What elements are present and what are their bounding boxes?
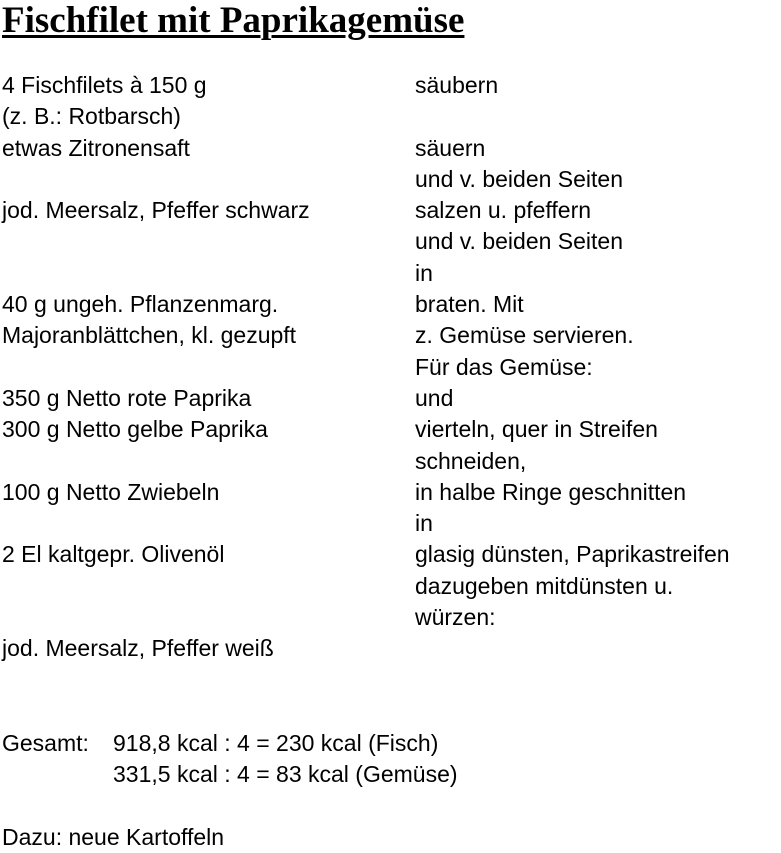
recipe-row xyxy=(2,258,781,289)
recipe-row xyxy=(2,508,781,539)
recipe-row xyxy=(2,539,781,570)
instruction-text: würzen: xyxy=(415,604,496,631)
ingredient-text: 100 g Netto Zwiebeln xyxy=(2,478,220,505)
instruction-text: in xyxy=(415,510,433,537)
instruction-text: glasig dünsten, Paprikastreifen xyxy=(415,541,730,568)
recipe-row xyxy=(2,195,781,226)
instruction-text: säuern xyxy=(415,134,486,161)
ingredient-text: 40 g ungeh. Pflanzenmarg. xyxy=(2,291,279,318)
calorie-line-vegetables xyxy=(2,759,781,790)
recipe-row xyxy=(2,101,781,132)
instruction-text: z. Gemüse servieren. xyxy=(415,322,634,349)
recipe-row xyxy=(2,633,781,664)
ingredient-text: jod. Meersalz, Pfeffer weiß xyxy=(2,635,274,662)
instruction-text: und v. beiden Seiten xyxy=(415,228,624,255)
recipe-steps-table xyxy=(2,70,781,665)
serving-suggestion: Dazu: neue Kartoffeln xyxy=(2,824,225,850)
totals-label: Gesamt: xyxy=(2,730,89,756)
instruction-text: säubern xyxy=(415,72,499,98)
recipe-row xyxy=(2,289,781,320)
recipe-row xyxy=(2,571,781,602)
instruction-text: salzen u. pfeffern xyxy=(415,197,592,224)
recipe-row xyxy=(2,164,781,195)
recipe-row xyxy=(2,383,781,414)
calorie-line-fish xyxy=(2,728,781,759)
ingredient-text: 4 Fischfilets à 150 g xyxy=(2,72,207,98)
recipe-title: Fischfilet mit Paprikagemüse xyxy=(2,0,465,41)
instruction-text: und xyxy=(415,384,454,411)
instruction-text: in xyxy=(415,259,433,286)
recipe-row xyxy=(2,414,781,445)
fish-calories: 918,8 kcal : 4 = 230 kcal (Fisch) xyxy=(113,730,439,756)
ingredient-text: Majoranblättchen, kl. gezupft xyxy=(2,322,297,349)
ingredient-text: 350 g Netto rote Paprika xyxy=(2,384,252,411)
ingredient-text: 2 El kaltgepr. Olivenöl xyxy=(2,541,225,568)
instruction-text: braten. Mit xyxy=(415,291,524,318)
ingredient-text: (z. B.: Rotbarsch) xyxy=(2,103,181,130)
calorie-totals xyxy=(2,728,781,792)
recipe-row xyxy=(2,133,781,164)
recipe-row xyxy=(2,70,781,101)
instruction-text: schneiden, xyxy=(415,447,527,474)
recipe-row xyxy=(2,320,781,351)
instruction-text: und v. beiden Seiten xyxy=(415,165,624,192)
vegetable-calories: 331,5 kcal : 4 = 83 kcal (Gemüse) xyxy=(113,761,458,788)
recipe-row xyxy=(2,226,781,257)
instruction-text: vierteln, quer in Streifen xyxy=(415,416,658,443)
ingredient-text: etwas Zitronensaft xyxy=(2,134,190,161)
instruction-text: in halbe Ringe geschnitten xyxy=(415,478,687,505)
recipe-row xyxy=(2,602,781,633)
recipe-row xyxy=(2,477,781,508)
instruction-text: Für das Gemüse: xyxy=(415,353,593,380)
ingredient-text: 300 g Netto gelbe Paprika xyxy=(2,416,268,443)
recipe-row xyxy=(2,352,781,383)
instruction-text: dazugeben mitdünsten u. xyxy=(415,572,674,599)
ingredient-text: jod. Meersalz, Pfeffer schwarz xyxy=(2,197,310,224)
recipe-row xyxy=(2,446,781,477)
